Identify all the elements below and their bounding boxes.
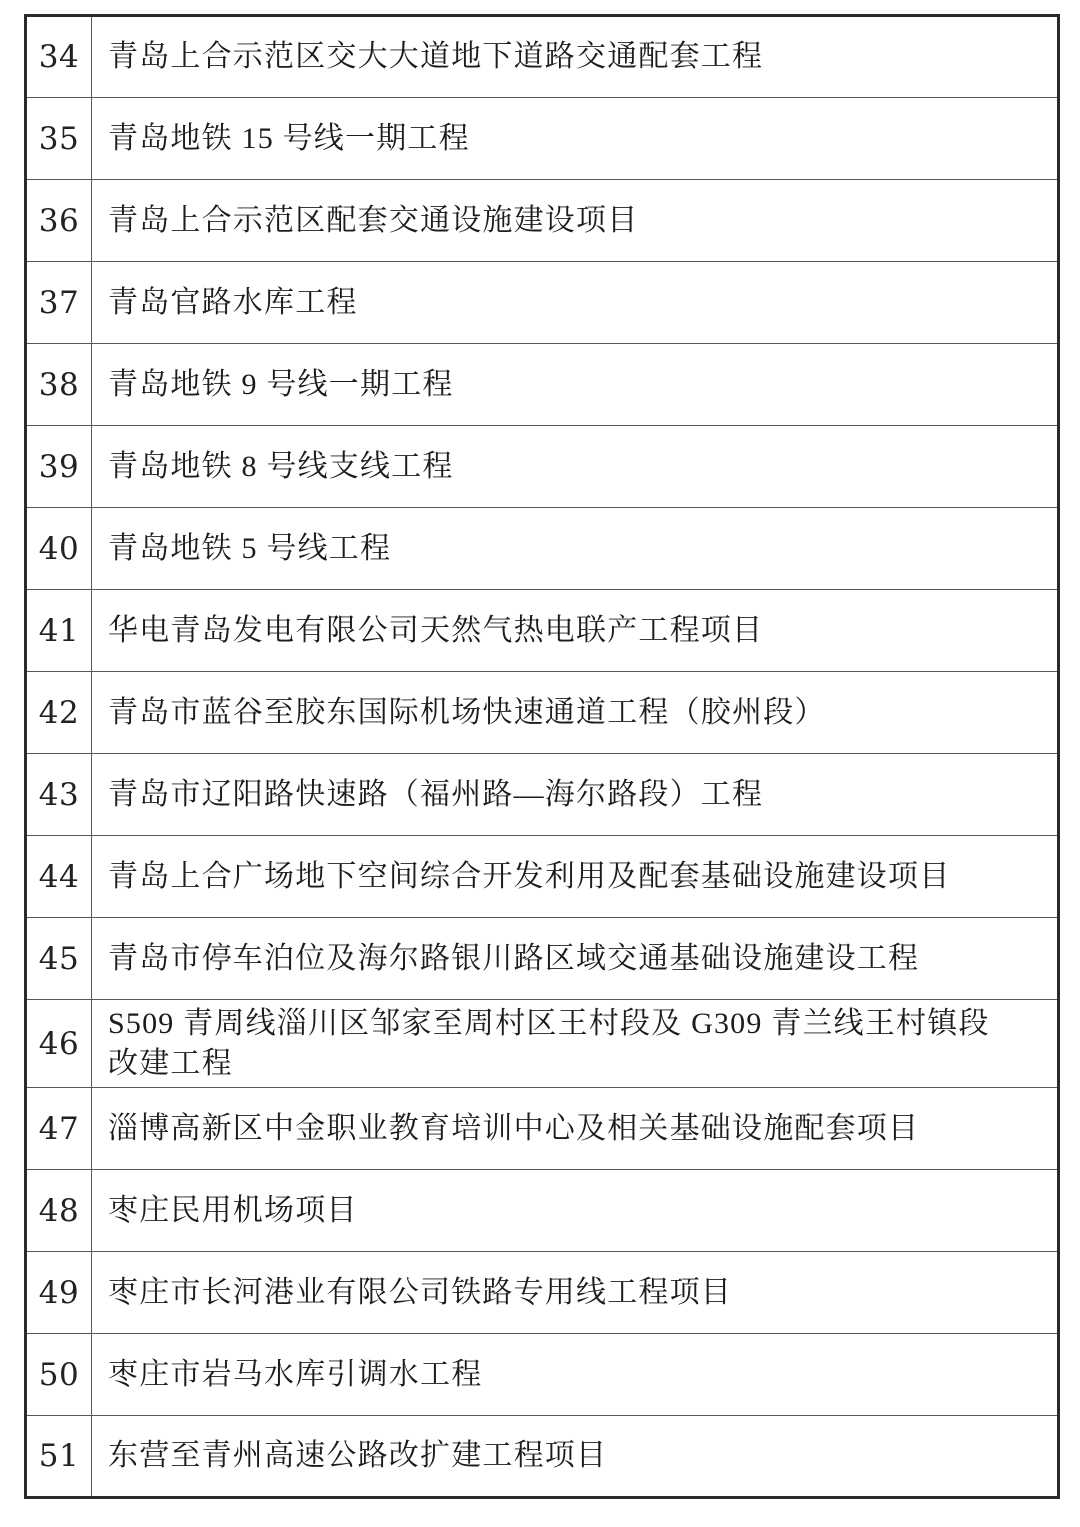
row-index-cell: 49 xyxy=(26,1252,92,1334)
project-name-cell: 青岛地铁 9 号线一期工程 xyxy=(92,344,1059,426)
project-name-cell: 枣庄市长河港业有限公司铁路专用线工程项目 xyxy=(92,1252,1059,1334)
project-name-cell: 青岛上合示范区交大大道地下道路交通配套工程 xyxy=(92,16,1059,98)
row-index-cell: 47 xyxy=(26,1088,92,1170)
table-row xyxy=(26,1088,1059,1170)
row-index-cell: 50 xyxy=(26,1334,92,1416)
row-index-cell: 44 xyxy=(26,836,92,918)
project-name-line: 改建工程 xyxy=(108,1046,233,1080)
row-index-cell: 39 xyxy=(26,426,92,508)
row-index-cell: 35 xyxy=(26,98,92,180)
table-row xyxy=(26,836,1059,918)
project-name-cell xyxy=(92,1000,1059,1088)
project-name-cell: 青岛市停车泊位及海尔路银川路区域交通基础设施建设工程 xyxy=(92,918,1059,1000)
table-row xyxy=(26,590,1059,672)
project-name-cell: 华电青岛发电有限公司天然气热电联产工程项目 xyxy=(92,590,1059,672)
table-row xyxy=(26,918,1059,1000)
row-index-cell: 42 xyxy=(26,672,92,754)
row-index-cell: 48 xyxy=(26,1170,92,1252)
table-body xyxy=(26,16,1059,1498)
table-row xyxy=(26,262,1059,344)
table-row xyxy=(26,1170,1059,1252)
table-row xyxy=(26,16,1059,98)
project-name-cell: 青岛地铁 8 号线支线工程 xyxy=(92,426,1059,508)
project-list-table xyxy=(24,14,1060,1499)
table-row xyxy=(26,1416,1059,1498)
project-name-line: S509 青周线淄川区邹家至周村区王村段及 G309 青兰线王村镇段 xyxy=(108,1007,990,1040)
project-name-cell: 东营至青州高速公路改扩建工程项目 xyxy=(92,1416,1059,1498)
table-row xyxy=(26,1000,1059,1088)
row-index-cell: 37 xyxy=(26,262,92,344)
project-name-cell: 青岛地铁 5 号线工程 xyxy=(92,508,1059,590)
project-name-cell: 青岛市辽阳路快速路（福州路—海尔路段）工程 xyxy=(92,754,1059,836)
project-name-cell: 青岛上合广场地下空间综合开发利用及配套基础设施建设项目 xyxy=(92,836,1059,918)
table-row xyxy=(26,1252,1059,1334)
project-name-cell: 青岛市蓝谷至胶东国际机场快速通道工程（胶州段） xyxy=(92,672,1059,754)
project-name-cell: 淄博高新区中金职业教育培训中心及相关基础设施配套项目 xyxy=(92,1088,1059,1170)
row-index-cell: 43 xyxy=(26,754,92,836)
table-row xyxy=(26,508,1059,590)
project-name-cell: 青岛上合示范区配套交通设施建设项目 xyxy=(92,180,1059,262)
project-name-cell: 青岛官路水库工程 xyxy=(92,262,1059,344)
row-index-cell: 36 xyxy=(26,180,92,262)
table-row xyxy=(26,98,1059,180)
table-row xyxy=(26,754,1059,836)
project-name-cell: 青岛地铁 15 号线一期工程 xyxy=(92,98,1059,180)
row-index-cell: 51 xyxy=(26,1416,92,1498)
table-row xyxy=(26,180,1059,262)
row-index-cell: 45 xyxy=(26,918,92,1000)
table-row xyxy=(26,426,1059,508)
row-index-cell: 41 xyxy=(26,590,92,672)
project-name-cell: 枣庄民用机场项目 xyxy=(92,1170,1059,1252)
row-index-cell: 40 xyxy=(26,508,92,590)
row-index-cell: 46 xyxy=(26,1000,92,1088)
project-name-cell: 枣庄市岩马水库引调水工程 xyxy=(92,1334,1059,1416)
table-row xyxy=(26,344,1059,426)
table-row xyxy=(26,1334,1059,1416)
row-index-cell: 38 xyxy=(26,344,92,426)
table-row xyxy=(26,672,1059,754)
row-index-cell: 34 xyxy=(26,16,92,98)
